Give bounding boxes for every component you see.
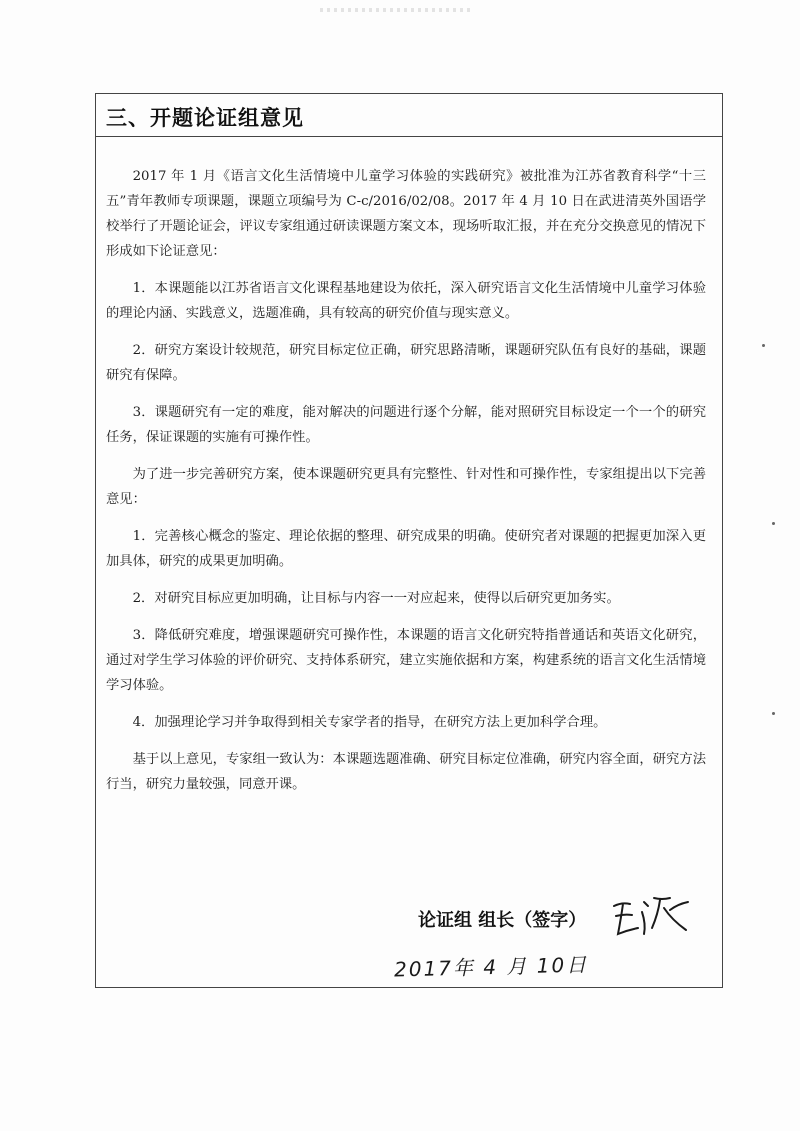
intro-paragraph: 2017 年 1 月《语言文化生活情境中儿童学习体验的实践研究》被批准为江苏省教育科学“十三五”青年教师专项课题，课题立项编号为 C-c/2016/02/08。2017 年 4 月 10 日在武进清英外国语学校举行了开题论证会，评议专家组通过研读课题方案文本，现场听取汇报，并在充分交换意见的情况下形成如下论证意见： [106,169,706,259]
scan-speck [772,522,775,525]
improvement-item-3: 3．降低研究难度，增强课题研究可操作性，本课题的语言文化研究特指普通话和英语文化研究，通过对学生学习体验的评价研究、支持体系研究，建立实施依据和方案，构建系统的语言文化生活情境学习体验。 [106,628,706,693]
signature-label: 论证组 组长（签字） [418,910,587,931]
scan-artifact [320,8,470,12]
opinion-item-3: 3．课题研究有一定的难度，能对解决的问题进行逐个分解，能对照研究目标设定一个一个的研究任务，保证课题的实施有可操作性。 [106,405,706,445]
improvement-item-1: 1．完善核心概念的鉴定、理论依据的整理、研究成果的明确。使研究者对课题的把握更加深入更加具体，研究的成果更加明确。 [106,529,706,569]
handwritten-signature [608,884,698,944]
improvement-item-2: 2．对研究目标应更加明确，让目标与内容一一对应起来，使得以后研究更加务实。 [132,591,620,606]
improvement-intro: 为了进一步完善研究方案，使本课题研究更具有完整性、针对性和可操作性，专家组提出以下完善意见： [106,467,706,507]
opinion-table [95,93,723,988]
conclusion-paragraph: 基于以上意见，专家组一致认为：本课题选题准确、研究目标定位准确，研究内容全面，研究方法行当，研究力量较强，同意开课。 [106,752,706,792]
scan-speck [772,712,775,715]
improvement-item-4: 4．加强理论学习并争取得到相关专家学者的指导，在研究方法上更加科学合理。 [132,715,607,730]
opinion-item-1: 1．本课题能以江苏省语言文化课程基地建设为依托，深入研究语言文化生活情境中儿童学习体验的理论内涵、实践意义，选题准确，具有较高的研究价值与现实意义。 [106,281,706,321]
opinion-item-2: 2．研究方案设计较规范，研究目标定位正确，研究思路清晰，课题研究队伍有良好的基础，课题研究有保障。 [106,343,706,383]
section-header-row [96,94,722,137]
scan-speck [762,344,765,347]
section-title: 三、开题论证组意见 [106,106,304,130]
handwritten-date: 2017年 4 月 10日 [393,952,589,982]
opinion-body [106,164,706,809]
